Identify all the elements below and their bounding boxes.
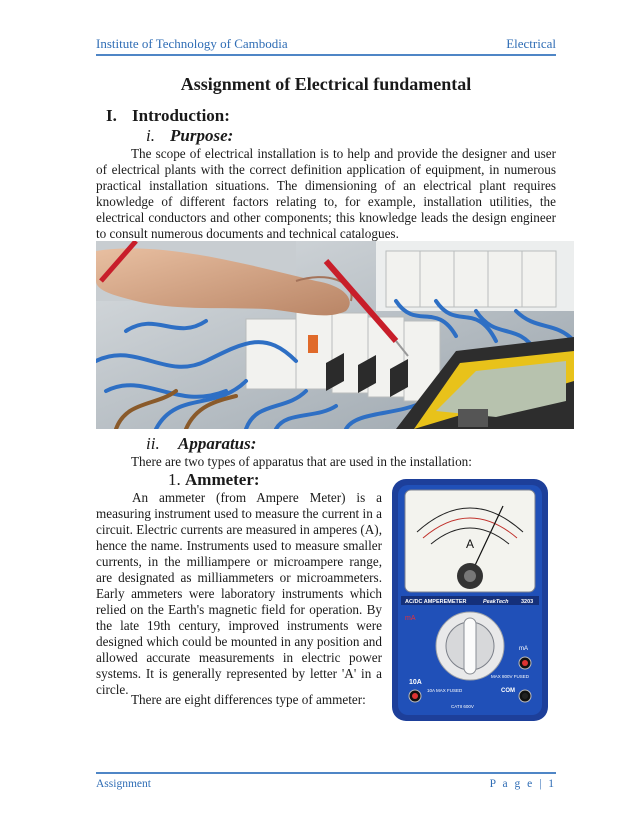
subheading-purpose <box>146 126 233 146</box>
meter-model-number: 3203 <box>521 599 534 605</box>
section-heading-introduction <box>106 106 230 126</box>
purpose-paragraph: The scope of electrical installation is to help and provide the designer and user of electrical plants with the correct definition application of equipment, in numerous practical installation situations. The dimensioning of an electrical plant requires knowledge of different factors relating to, for example, installation utilities, the electrical conductors and other components; this knowledge leads the design engineer to consult numerous documents and technical catalogues. <box>96 146 556 241</box>
subheading-apparatus <box>146 434 256 454</box>
meter-cat-label: CATII 600V <box>451 704 474 709</box>
section-title: Introduction: <box>132 106 230 125</box>
subheading-title: Ammeter: <box>185 470 260 489</box>
apparatus-intro: There are two types of apparatus that are used in the installation: <box>131 454 472 469</box>
subheading-title: Purpose: <box>170 126 234 145</box>
subheading-number: i. <box>146 126 155 145</box>
meter-dial-letter: A <box>465 537 475 551</box>
meter-max-fused-label: MAX 800V FUSED <box>491 674 530 679</box>
meter-fuse-label: 10A MAX FUSED <box>427 688 463 693</box>
document-title: Assignment of Electrical fundamental <box>180 74 472 94</box>
meter-range-ma: mA <box>405 615 416 622</box>
ammeter-paragraph: An ammeter (from Ampere Meter) is a measuring instrument used to measure the current in a circuit. Electric currents are measured in amperes (A), hence the name. Instruments used to measure smaller currents, in the milliampere or microampere range, are designated as milliammeters or microammeters. Early ammeters were laboratory instruments which relied on the Earth's magnetic field for operation. By the late 19th century, improved instruments were designed which could be mounted in any position and allowed accurate measurements in electric power systems. It is generally represented by letter 'A' in a circle. <box>96 490 382 697</box>
subheading-number: 1. <box>168 470 181 489</box>
subheading-number: ii. <box>146 434 160 453</box>
meter-brand: PeakTech <box>483 599 509 605</box>
meter-model-bar: AC/DC AMPEREMETER <box>405 599 467 605</box>
section-number: I. <box>106 106 117 125</box>
installation-photo <box>96 241 574 429</box>
meter-com-label: COM <box>501 688 515 694</box>
ammeter-photo <box>391 478 549 722</box>
footer-rule <box>96 772 556 774</box>
meter-jack-ma-label: mA <box>519 646 528 652</box>
footer-label: Assignment <box>96 778 151 790</box>
subheading-ammeter <box>168 470 260 490</box>
header-subject: Electrical <box>506 36 556 51</box>
header-rule <box>96 54 556 56</box>
meter-jack-10a-label: 10A <box>409 679 422 686</box>
header-institution: Institute of Technology of Cambodia <box>96 36 288 51</box>
page-number: P a g e | 1 <box>489 778 556 790</box>
subheading-title: Apparatus: <box>178 434 257 453</box>
ammeter-types-intro: There are eight differences type of ammeter: <box>131 692 366 707</box>
page-header <box>96 36 556 56</box>
